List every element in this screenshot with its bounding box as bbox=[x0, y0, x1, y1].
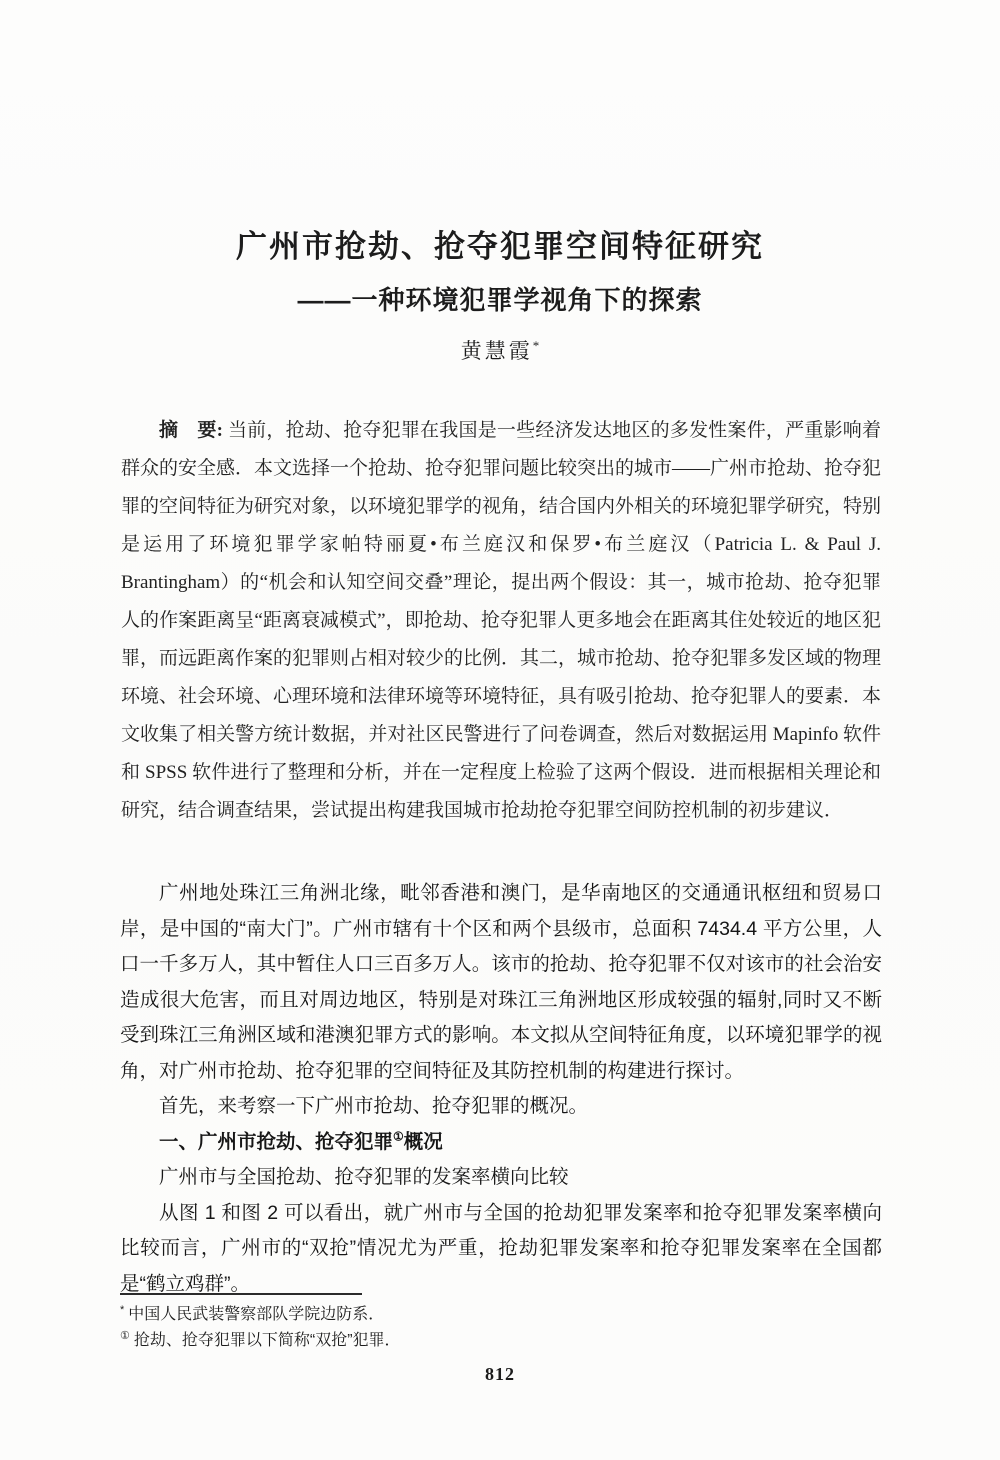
paper-subtitle: ——一种环境犯罪学视角下的探索 bbox=[297, 285, 703, 315]
section-heading bbox=[120, 1125, 882, 1161]
footnote-item-affiliation bbox=[120, 1302, 882, 1328]
page-number: 812 bbox=[485, 1364, 515, 1384]
author-footnote-marker: * bbox=[532, 338, 540, 353]
section-heading-prefix: 一、广州市抢劫、抢夺犯罪 bbox=[159, 1130, 394, 1153]
footnote-item-term-definition bbox=[120, 1328, 882, 1354]
body-subheading-comparison: 广州市与全国抢劫、抢夺犯罪的发案率横向比较 bbox=[159, 1166, 569, 1188]
footnote-divider bbox=[120, 1293, 362, 1295]
abstract-text: 当前，抢劫、抢夺犯罪在我国是一些经济发达地区的多发性案件，严重影响着群众的安全感．本文选择一个抢劫、抢夺犯罪问题比较突出的城市——广州市抢劫、抢夺犯罪的空间特征为研究对象，以环境犯罪学的视角，结合国内外相关的环境犯罪学研究，特别是运用了环境犯罪学家帕特丽夏•布兰庭汉和保罗•布兰庭汉（Patricia L. & Paul J. Brantingham）的“机会和认知空间交叠”理论，提出两个假设：其一，城市抢劫、抢夺犯罪人的作案距离呈“距离衰减模式”，即抢劫、抢夺犯罪人更多地会在距离其住处较近的地区犯罪，而远距离作案的犯罪则占相对较少的比例．其二，城市抢劫、抢夺犯罪多发区域的物理环境、社会环境、心理环境和法律环境等环境特征，具有吸引抢劫、抢夺犯罪人的要素．本文收集了相关警方统计数据，并对社区民警进行了问卷调查，然后对数据运用 Mapinfo 软件和 SPSS 软件进行了整理和分析，并在一定程度上检验了这两个假设．进而根据相关理论和研究，结合调查结果，尝试提出构建我国城市抢劫抢夺犯罪空间防控机制的初步建议． bbox=[121, 420, 882, 821]
footnote-marker: ① bbox=[120, 1329, 130, 1342]
body-paragraph-lead-in: 首先，来考察一下广州市抢劫、抢夺犯罪的概况。 bbox=[159, 1095, 589, 1117]
body-paragraph-intro: 广州地处珠江三角洲北缘，毗邻香港和澳门，是华南地区的交通通讯枢纽和贸易口岸，是中国的“南大门”。广州市辖有十个区和两个县级市，总面积 7434.4 平方公里，人口一千多万人，其中暂住人口三百多万人。该市的抢劫、抢夺犯罪不仅对该市的社会治安造成很大危害，而且对周边地区，特别是对珠江三角洲地区形成较强的辐射,同时又不断受到珠江三角洲区域和港澳犯罪方式的影响。本文拟从空间特征角度，以环境犯罪学的视角，对广州市抢劫、抢夺犯罪的空间特征及其防控机制的构建进行探讨。 bbox=[120, 882, 882, 1082]
abstract-block bbox=[121, 412, 881, 830]
body-paragraph-comparison: 从图 1 和图 2 可以看出，就广州市与全国的抢劫犯罪发案率和抢夺犯罪发案率横向比较而言，广州市的“双抢”情况尤为严重，抢劫犯罪发案率和抢夺犯罪发案率在全国都是“鹤立鸡群”。 bbox=[120, 1201, 882, 1295]
paper-title: 广州市抢劫、抢夺犯罪空间特征研究 bbox=[236, 229, 764, 264]
section-heading-suffix: 概况 bbox=[403, 1130, 443, 1153]
footnote-marker: * bbox=[120, 1303, 125, 1316]
footnotes-block bbox=[120, 1293, 882, 1354]
author-line bbox=[0, 335, 1000, 365]
footnote-text: 中国人民武装警察部队学院边防系． bbox=[128, 1306, 385, 1323]
author-name: 黄慧霞 bbox=[460, 339, 533, 363]
footnote-text: 抢劫、抢夺犯罪以下简称“双抢”犯罪． bbox=[133, 1332, 401, 1349]
abstract-label: 摘 要: bbox=[159, 420, 223, 441]
body-text bbox=[120, 876, 882, 1302]
section-heading-note-marker: ① bbox=[393, 1129, 404, 1143]
